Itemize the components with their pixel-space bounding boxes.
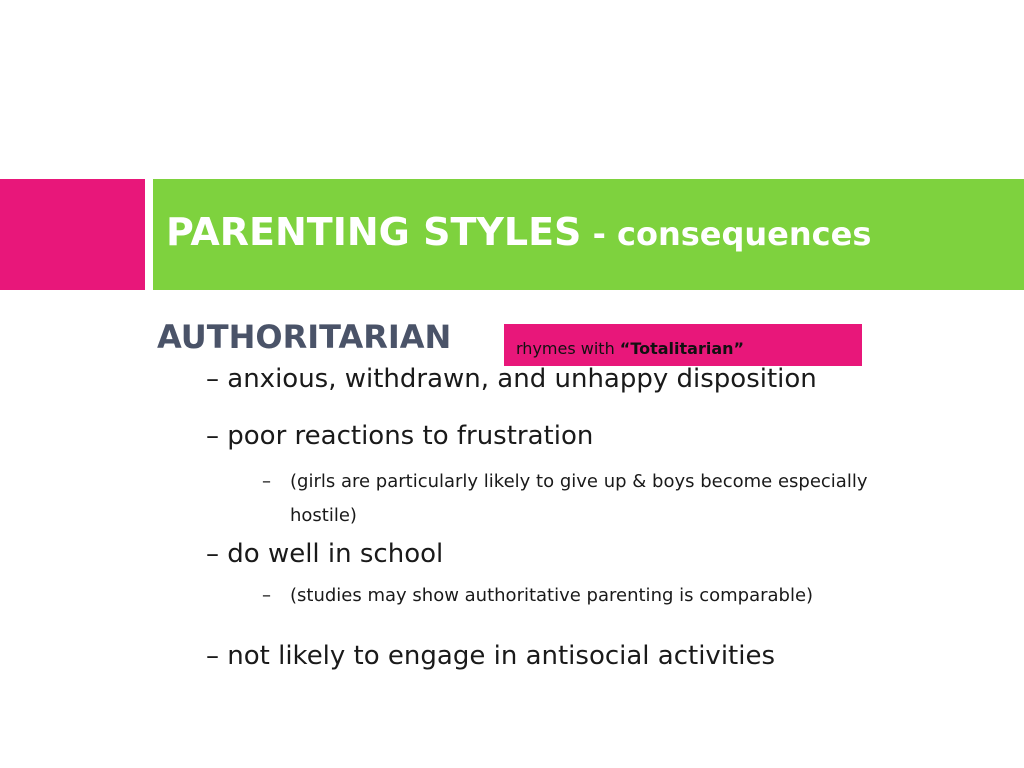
- bullet-item: [206, 364, 817, 394]
- bullet-text: anxious, withdrawn, and unhappy disposition: [227, 364, 817, 394]
- bullet-dash: –: [206, 421, 219, 451]
- title-subtitle: consequences: [616, 215, 872, 253]
- bullet-text: poor reactions to frustration: [227, 421, 594, 451]
- section-heading: AUTHORITARIAN: [157, 318, 452, 356]
- bullet-dash: –: [206, 364, 219, 394]
- sub-bullet-dash: –: [262, 471, 271, 492]
- bullet-dash: –: [206, 641, 219, 671]
- bullet-text: do well in school: [227, 539, 444, 569]
- title-separator: -: [581, 215, 617, 253]
- note-prefix: rhymes with: [516, 339, 620, 358]
- note-emphasis: “Totalitarian”: [619, 339, 745, 358]
- slide-title: [166, 210, 871, 254]
- pink-accent-block: [0, 179, 145, 290]
- bullet-item: [206, 539, 443, 569]
- sub-bullet-dash: –: [262, 585, 271, 606]
- title-main: PARENTING STYLES: [166, 210, 582, 254]
- sub-bullet-item: [262, 471, 868, 492]
- sub-bullet-text: (studies may show authoritative parenting is comparable): [290, 585, 814, 606]
- bullet-item: [206, 641, 775, 671]
- bullet-text: not likely to engage in antisocial activities: [227, 641, 776, 671]
- sub-bullet-item: [262, 585, 813, 606]
- note-callout: [516, 339, 744, 358]
- sub-bullet-text: (girls are particularly likely to give up & boys become especially: [290, 471, 868, 492]
- bullet-dash: –: [206, 539, 219, 569]
- sub-bullet-continuation: hostile): [290, 505, 357, 526]
- bullet-item: [206, 421, 593, 451]
